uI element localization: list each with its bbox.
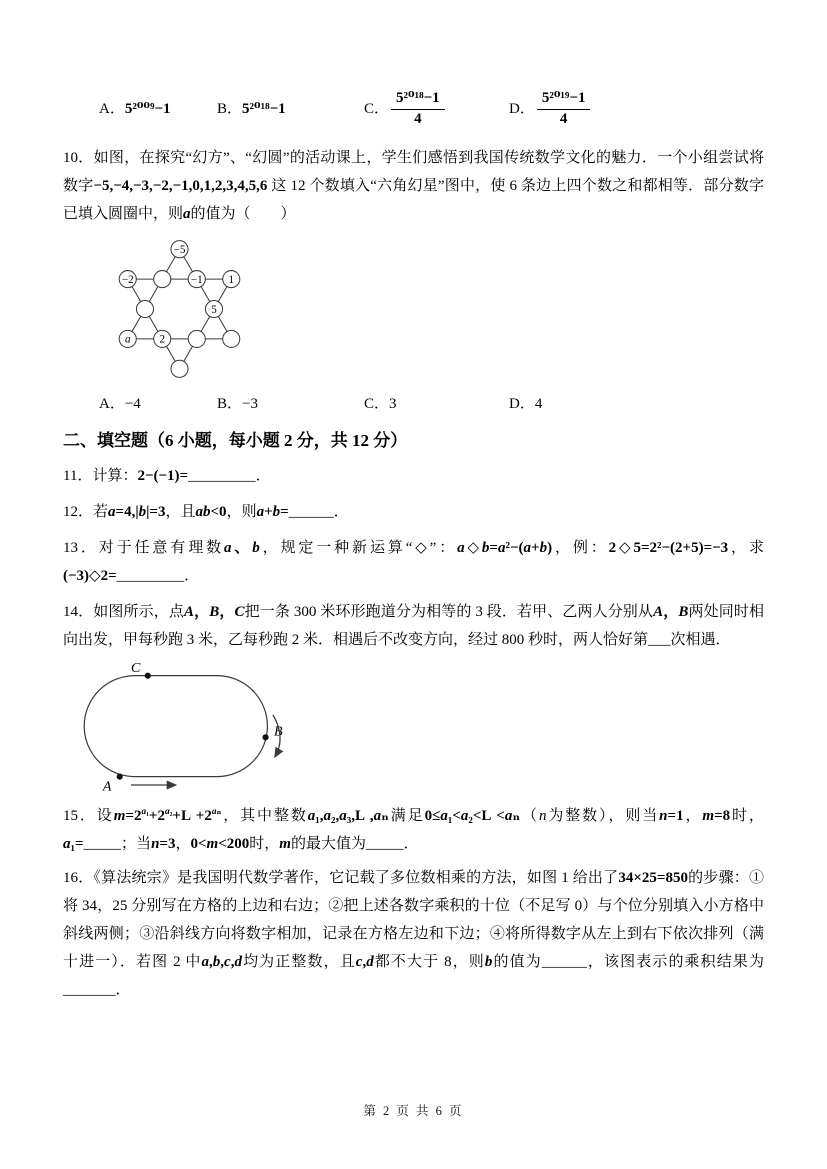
down-triangle xyxy=(128,279,232,369)
option-letter: A． xyxy=(99,101,125,117)
question-14-text: 14．如图所示，点A，B，C把一条 300 米环形跑道分为相等的 3 段．若甲、乙两人分别从A，B两处同时相向出发，甲每秒跑 3 米，乙每秒跑 2 米．相遇后不改变方向，经过 800 秒时，两人恰好第___次相遇． xyxy=(63,604,764,648)
svg-text:5: 5 xyxy=(211,303,217,316)
fraction xyxy=(391,89,445,128)
running-track-figure xyxy=(73,662,288,794)
fraction-denominator: 4 xyxy=(559,110,568,127)
star-circle-outer-lower-right xyxy=(223,330,240,347)
q9-options-row xyxy=(99,86,764,132)
star-circle-inner-upper-right xyxy=(188,271,205,288)
option-letter: B． xyxy=(217,101,243,117)
fraction-denominator: 4 xyxy=(414,110,422,127)
option-math: 5²⁰⁰⁹−1 xyxy=(124,101,171,117)
svg-text:−2: −2 xyxy=(121,273,134,286)
q10-option-d: D．4 xyxy=(509,396,543,412)
up-triangle xyxy=(128,249,235,339)
fraction-numerator: 5²⁰¹⁹−1 xyxy=(537,89,591,110)
star-circle-outer-upper-right xyxy=(223,271,240,288)
section-2-title: 二、填空题（6 小题，每小题 2 分，共 12 分） xyxy=(63,431,408,450)
q9-option-b xyxy=(217,95,364,123)
question-16-text: 16．《算法统宗》是我国明代数学著作，它记载了多位数相乘的方法，如图 1 给出了34×25=850的步骤：①将 34，25 分别写在方格的上边和右边；②把上述各数字乘积的十位（不足写 0）与个位分别填入小方格中斜线两侧；③沿斜线方向将数字相加，记录在方格左边和下边；④将所得数字从左上到右下依次排列（满十进一）．若图 2 中a,b,c,d均为正整数，且c,d都不大于 8，则b的值为______，该图表示的乘积结果为_______． xyxy=(63,870,764,998)
svg-text:1: 1 xyxy=(228,273,235,286)
star-circle-bottom xyxy=(171,360,188,377)
star-circle-inner-right xyxy=(205,300,222,317)
svg-text:2: 2 xyxy=(159,333,166,346)
star-circle-top xyxy=(171,241,188,258)
q9-option-a xyxy=(99,95,217,123)
svg-text:−5: −5 xyxy=(173,244,186,257)
star-circle-inner-upper-left xyxy=(154,271,171,288)
point-a-dot xyxy=(117,774,123,780)
q10-options-row xyxy=(99,390,764,418)
point-b-dot xyxy=(262,734,268,740)
point-c-label: C xyxy=(130,662,141,676)
q9-option-c xyxy=(364,89,509,128)
q10-option-b: B．−3 xyxy=(217,396,258,412)
fraction-numerator: 5²⁰¹⁸−1 xyxy=(391,89,445,110)
hexagram-star-figure xyxy=(77,236,282,382)
star-circle-inner-lower-right xyxy=(188,330,205,347)
q10-option-c: C．3 xyxy=(364,396,397,412)
page-footer: 第 2 页 共 6 页 xyxy=(363,1104,464,1118)
option-math: 5²⁰¹⁸−1 xyxy=(242,101,286,117)
question-10-text: 10．如图，在探究“幻方”、“幻圆”的活动课上，学生们感悟到我国传统数学文化的魅力．一个小组尝试将数字−5,−4,−3,−2,−1,0,1,2,3,4,5,6 这 12 个数填入“六角幻星”图中，使 6 条边上四个数之和都相等．部分数字已填入圆圈中，则a的值为（ ） xyxy=(63,150,764,222)
star-circle-outer-upper-left xyxy=(119,271,136,288)
star-circle-inner-left xyxy=(136,300,153,317)
option-letter: C． xyxy=(364,101,390,117)
q9-option-d xyxy=(509,89,590,128)
point-c-dot xyxy=(145,673,151,679)
fraction xyxy=(537,89,591,128)
point-b-label: B xyxy=(273,724,283,740)
question-13-text: 13．对于任意有理数a、b，规定一种新运算“◇”：a◇b=a²−(a+b)，例：2◇5=2²−(2+5)=−3，求(−3)◇2=_________． xyxy=(63,540,764,584)
track-oval xyxy=(84,676,267,777)
point-a-label: A xyxy=(102,779,112,794)
star-circle-inner-lower-left xyxy=(154,330,171,347)
option-letter: D． xyxy=(509,101,535,117)
svg-text:a: a xyxy=(124,333,131,346)
question-15-text: 15．设$m=2^{a_1}+2^{a_2}+L +2^{a_n}$，其中整数a₁,a₂,a₃,L ,aₙ满足0≤a₁<a₂<L <aₙ（n为整数），则当n=1，m=8时，a₁=_____；当n=3，0<m<200时，m的最大值为_____． xyxy=(63,807,764,852)
question-12-text: 12．若a=4,|b|=3，且ab<0，则a+b=______． xyxy=(63,504,349,520)
question-11-text: 11．计算：2−(−1)=_________． xyxy=(63,468,271,484)
star-circle-outer-lower-left xyxy=(119,330,136,347)
svg-text:−1: −1 xyxy=(190,273,203,286)
q10-option-a: A．−4 xyxy=(99,396,141,412)
